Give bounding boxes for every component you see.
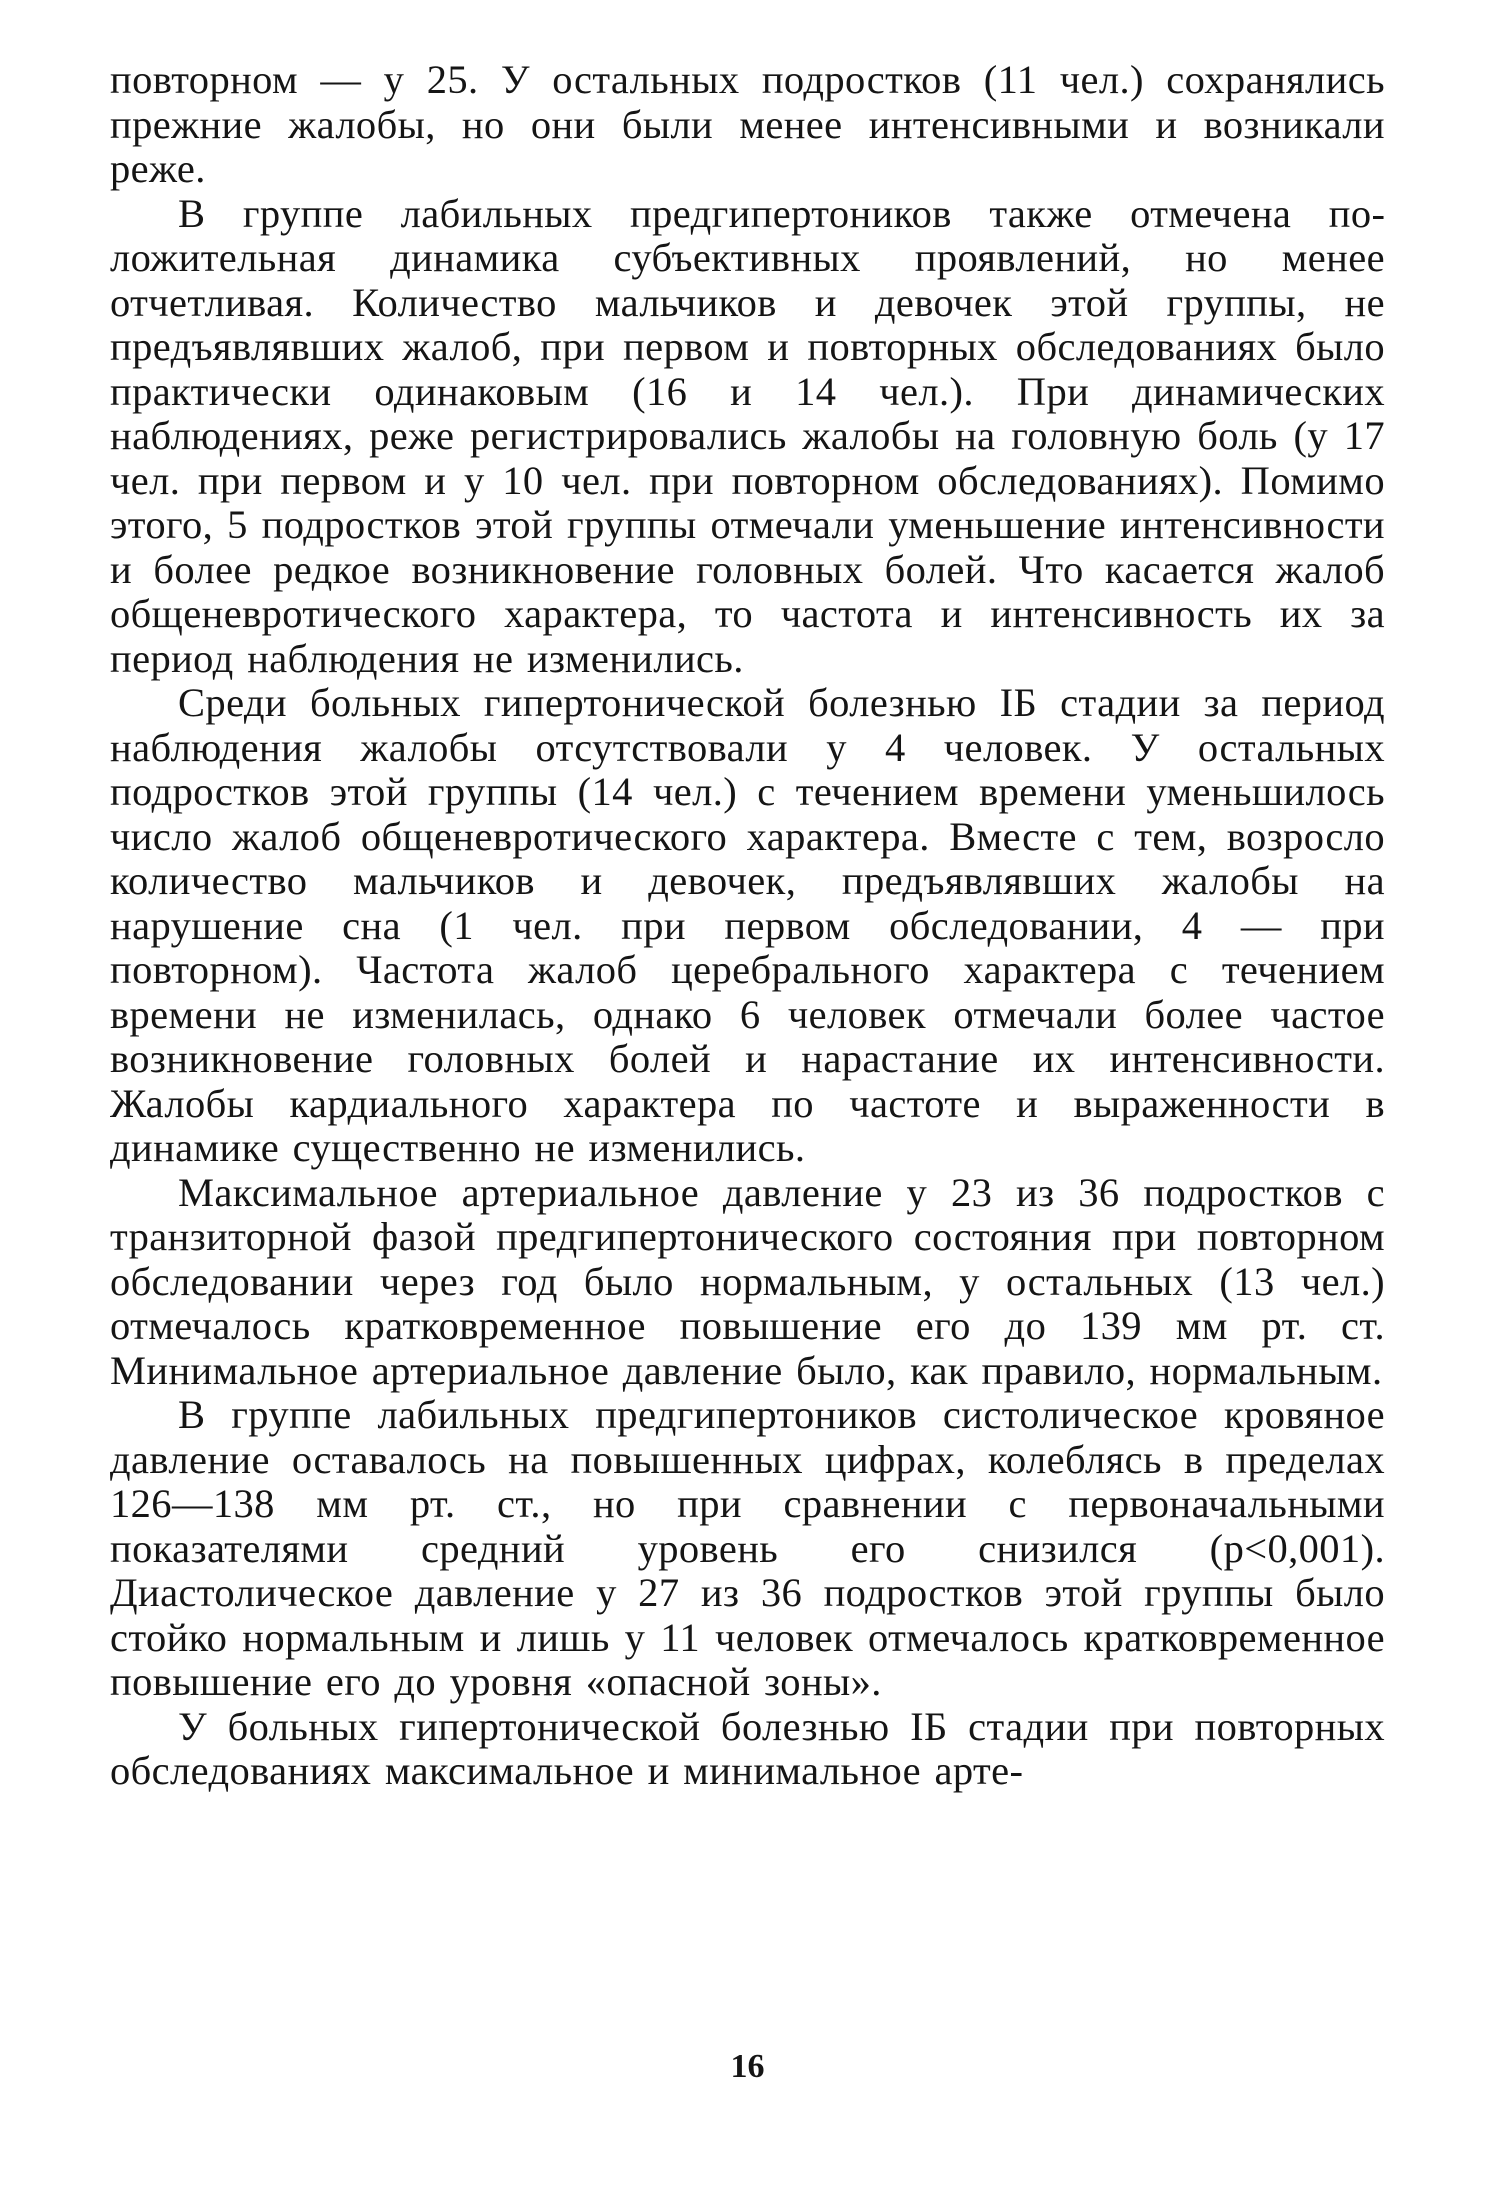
page-number: 16 <box>730 2048 765 2085</box>
paragraph-5: В группе лабильных предгипертоников систолическое кровяное давление оставалось на повышенных цифрах, колеблясь в пределах 126—138 мм рт. ст., но при сравнении с первоначальными показателями средний уровень его снизился (р<0,001). Диастолическое давление у 27 из 36 подростков этой группы было стойко нормальным и лишь у 11 человек отмечалось кратковременное повышение его до уровня «опасной зоны». <box>110 1392 1385 1704</box>
paragraph-3: Среди больных гипертонической болезнью IБ стадии за период наблюдения жалобы отсутствовали у 4 человек. У остальных подростков этой группы (14 чел.) с течением времени уменьшилось число жалоб общеневротического характера. Вместе с тем, возросло количество мальчиков и девочек, предъявлявших жалобы на нарушение сна (1 чел. при первом обследовании, 4 — при повторном). Частота жалоб церебрального характера с течением времени не изменилась, однако 6 человек отмечали более частое возникновение головных болей и нарастание их интенсивности. Жалобы кардиального характера по частоте и выраженности в динамике существенно не изменились. <box>110 680 1385 1170</box>
paragraph-2: В группе лабильных предгипертоников также отмечена положительная динамика субъективных проявлений, но менее отчетливая. Количество мальчиков и девочек этой группы, не предъявлявших жалоб, при первом и повторных обследованиях было практически одинаковым (16 и 14 чел.). При динамических наблюдениях, реже регистрировались жалобы на головную боль (у 17 чел. при первом и у 10 чел. при повторном обследованиях). Помимо этого, 5 подростков этой группы отмечали уменьшение интенсивности и более редкое возникновение головных болей. Что касается жалоб общеневротического характера, то частота и интенсивность их за период наблюдения не изменились. <box>110 190 1385 681</box>
paragraph-4: Максимальное артериальное давление у 23 из 36 подростков с транзиторной фазой предгипертонического состояния при повторном обследовании через год было нормальным, у остальных (13 чел.) отмечалось кратковременное повышение его до 139 мм рт. ст. Минимальное артериальное давление было, как правило, нормальным. <box>110 1169 1385 1393</box>
paragraph-6: У больных гипертонической болезнью IБ стадии при повторных обследованиях максимальное и минимальное арте- <box>110 1703 1385 1793</box>
document-page <box>110 58 1385 1794</box>
paragraph-1: повторном — у 25. У остальных подростков (11 чел.) сохранялись прежние жалобы, но они были менее интенсивными и возникали реже. <box>110 57 1385 191</box>
